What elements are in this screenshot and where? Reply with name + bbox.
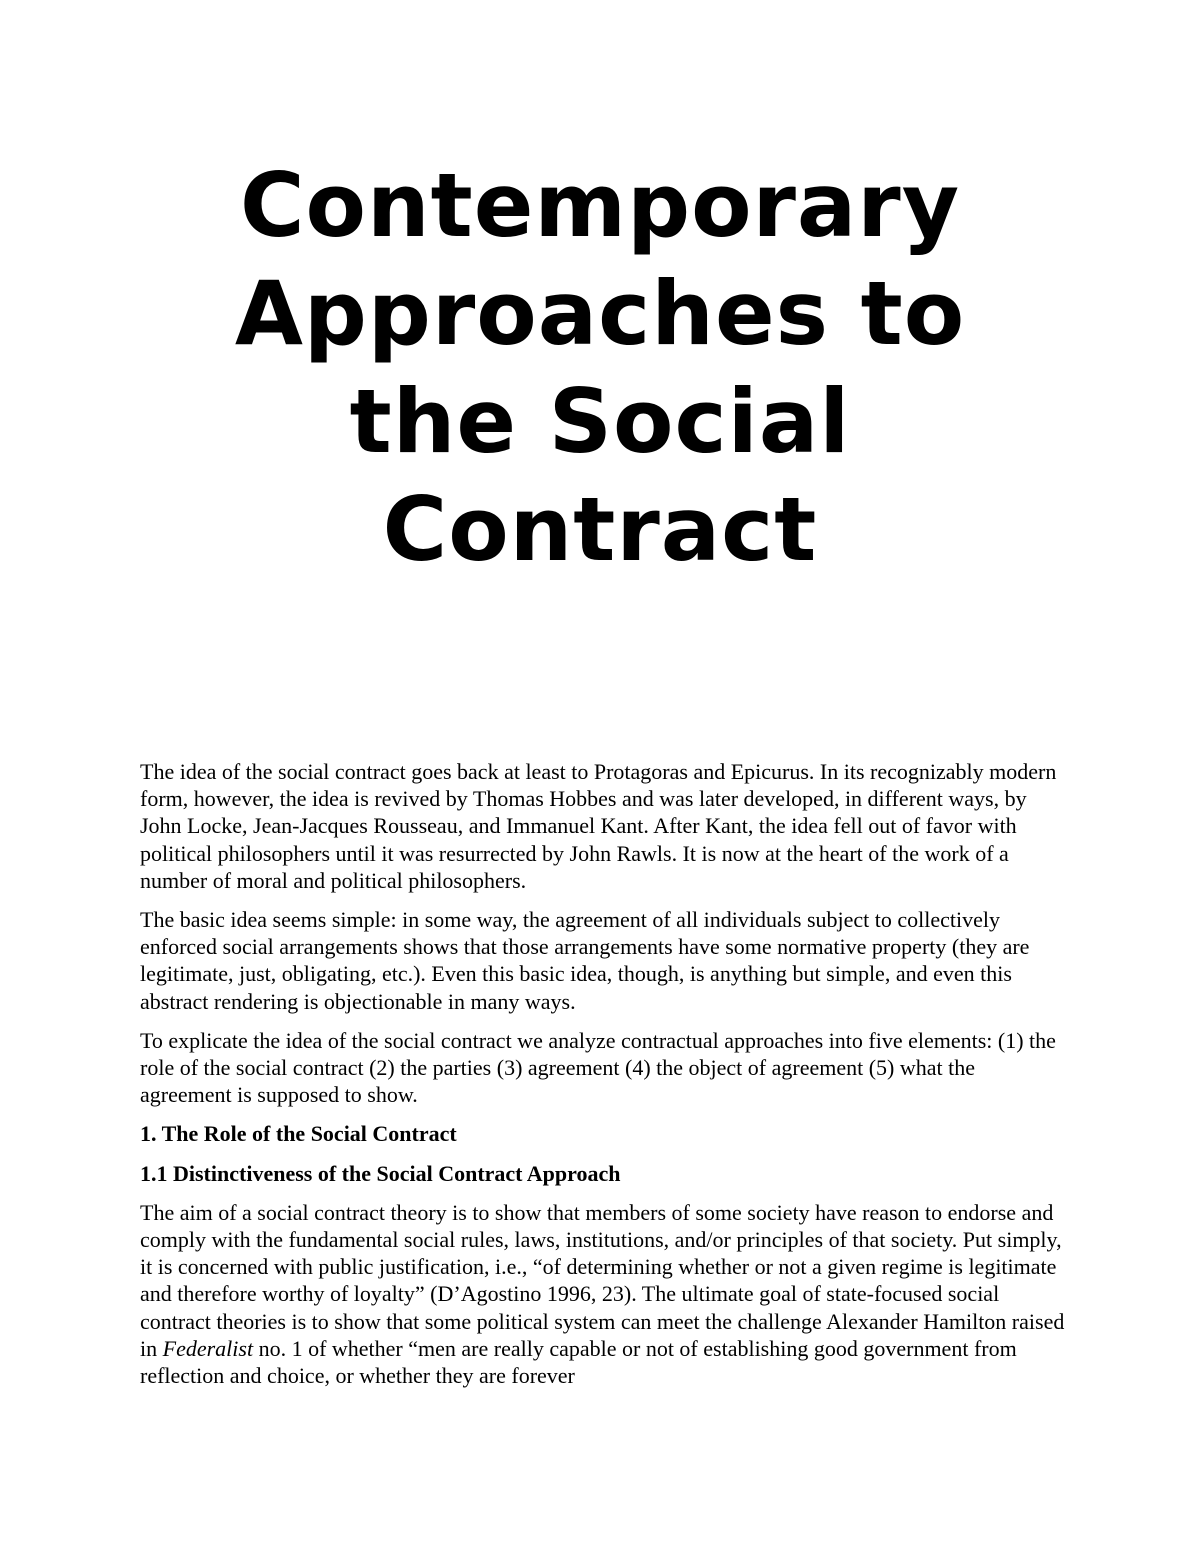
federalist-italic: Federalist [162,1335,254,1361]
title-line: the Social [349,370,851,473]
paragraph-text: The aim of a social contract theory is to show that members of some society have reason to endorse and comply with the fundamental social rules, laws, institutions, and/or principles of that society. Put simply, it is concerned with public justification, i.e., “of determining whether or not a given regime is legitimate and therefore worthy of loyalty” (D’Agostino 1996, 23). The ultimate goal of state-focused social contract theories is to show that some political system can meet the challenge Alexander Hamilton raised in [140,1199,1065,1361]
paragraph-text: no. 1 of whether “men are really capable or not of establishing good government from reflection and choice, or whether they are forever [140,1335,1017,1389]
title-line: Approaches to [234,262,966,365]
five-elements-paragraph: To explicate the idea of the social contract we analyze contractual approaches into five elements: (1) the role of the social contract (2) the parties (3) agreement (4) the object of agreement (5) what the agreement is supposed to show. [140,1027,1056,1108]
title-line: Contract [382,478,818,581]
intro-paragraph: The idea of the social contract goes back at least to Protagoras and Epicurus. In its recognizably modern form, however, the idea is revived by Thomas Hobbes and was later developed, in different ways, by John Locke, Jean-Jacques Rousseau, and Immanuel Kant. After Kant, the idea fell out of favor with political philosophers until it was resurrected by John Rawls. It is now at the heart of the work of a number of moral and political philosophers. [140,759,1057,893]
section-heading-1: 1. The Role of the Social Contract [140,1121,457,1147]
basic-idea-paragraph: The basic idea seems simple: in some way, the agreement of all individuals subject to collectively enforced social arrangements shows that those arrangements have some normative property (they are legitimate, just, obligating, etc.). Even this basic idea, though, is anything but simple, and even this abstract rendering is objectionable in many ways. [140,907,1030,1014]
section-heading-1-1: 1.1 Distinctiveness of the Social Contract Approach [140,1160,621,1186]
document-title [120,152,1080,584]
title-line: Contemporary [239,154,961,257]
distinctiveness-paragraph [140,1199,1070,1389]
document-body [140,758,1070,1401]
